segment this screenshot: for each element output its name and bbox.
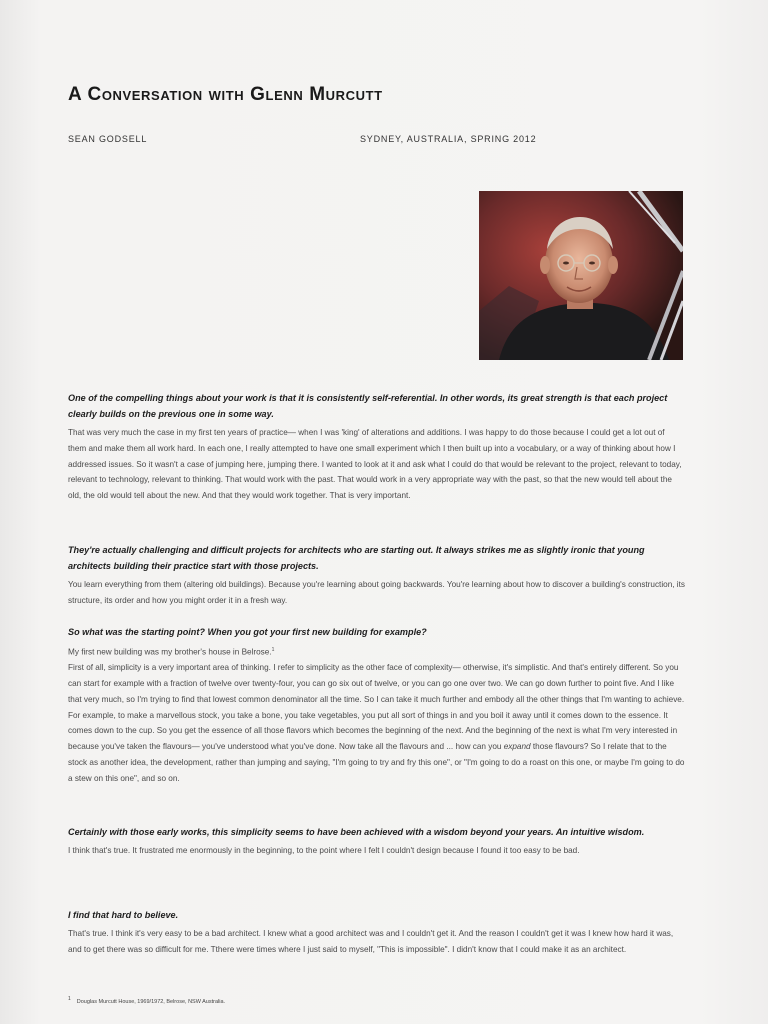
- answer-5-text: That's true. I think it's very easy to be a bad architect. I knew what a good architect was and I couldn't get it. And the reason I couldn't get it was I knew how hard it was, and to get there was so difficult for me. Tthere were times where I just said to myself, "This is impossible". I didn't know that I could make it as an architect.: [68, 929, 674, 955]
- footnote-text: Douglas Murcutt House, 1969/1972, Belrose, NSW Australia.: [76, 998, 226, 1005]
- footnote: [68, 996, 225, 1005]
- answer-5: [68, 926, 685, 958]
- footnote-reference: 1: [271, 646, 275, 653]
- author-name: SEAN GODSELL: [68, 134, 148, 144]
- footnote-number: 1: [68, 996, 71, 1002]
- answer-3-part2: those flavours? So I relate that to the stock as another idea, the development, rather than jumping and saying, "I'm going to try and fry this one", or "I'm going to do a roast on this one, or maybe I'm going to do a stew on this one", and so on.: [68, 742, 685, 783]
- portrait-photo-icon: [479, 191, 683, 360]
- answer-2: [68, 577, 685, 609]
- answer-3-emphasis: expand: [503, 742, 531, 752]
- question-1: One of the compelling things about your work is that it is consistently self-referential. In other words, its great strength is that each project clearly builds on the previous one in some way.: [68, 393, 668, 419]
- question-3: So what was the starting point? When you got your first new building for example?: [68, 626, 427, 637]
- answer-2-text: You learn everything from them (altering old buildings). Because you're learning about going backwards. You're learning about how to discover a building's construction, its structure, its order and how you might order it in a fresh way.: [68, 579, 685, 605]
- answer-1-text: That was very much the case in my first ten years of practice— when I was 'king' of alterations and additions. I was happy to do those because I could get a lot out of them and make them all work hard. In each one, I really attempted to have one small experiment which I then built up into a vocabulary, or a way of thinking about how I addressed issues. So it wasn't a case of jumping here, jumping there. I wanted to look at it and ask what I could do that would be relevant to the project, relevant to today, relevant to technology, relevant to thinking. That would work with the past. That would work in a very appropriate way with the past, so that the new would tell about the old, the old would tell about the new. And that they would work together. That is very important.: [68, 428, 682, 501]
- article-title: A Conversation with Glenn Murcutt: [68, 84, 383, 105]
- answer-1: [68, 425, 685, 504]
- question-2: They're actually challenging and difficult projects for architects who are starting out. It always strikes me as slightly ironic that young architects building their practice start with those projects.: [68, 544, 645, 571]
- answer-4: [68, 843, 685, 859]
- question-5: I find that hard to believe.: [68, 910, 179, 921]
- answer-3-part1: First of all, simplicity is a very important area of thinking. I refer to simplicity as the other face of complexity— otherwise, it's simplistic. And that's entirely different. So you can start for example with a fraction of twelve over twenty-four, you can go six out of twelve, or you can go one over two. We can go down further to point five. And I like that very much, so I'm trying to find that lowest common denominator all the time. So I can take it much further and embody all the other things that I'm wanting to achieve. For example, to make a marvellous stock, you take a bone, you take vegetables, you put all sort of things in and you boil it away until it comes down to the essence. It comes down to the cup. So you get the essence of all those flavors which becomes the beginning of the next. And the beginning of the next is what I'm very interested in because you've taken the flavours— you've understood what you've done. Now take all the flavours and ... how can you: [68, 663, 685, 752]
- interview-body: [68, 390, 685, 958]
- dateline: SYDNEY, AUSTRALIA, SPRING 2012: [360, 134, 537, 144]
- answer-3-body: [68, 660, 685, 786]
- answer-3-line1-text: My first new building was my brother's house in Belrose.: [68, 647, 272, 657]
- answer-3-line1: [68, 643, 685, 661]
- portrait-photo: [479, 191, 683, 360]
- answer-3: [68, 643, 685, 787]
- question-4: Certainly with those early works, this simplicity seems to have been achieved with a wisdom beyond your years. An intuitive wisdom.: [68, 827, 645, 838]
- answer-4-text: I think that's true. It frustrated me enormously in the beginning, to the point where I felt I couldn't design because I found it too easy to be bad.: [68, 846, 580, 856]
